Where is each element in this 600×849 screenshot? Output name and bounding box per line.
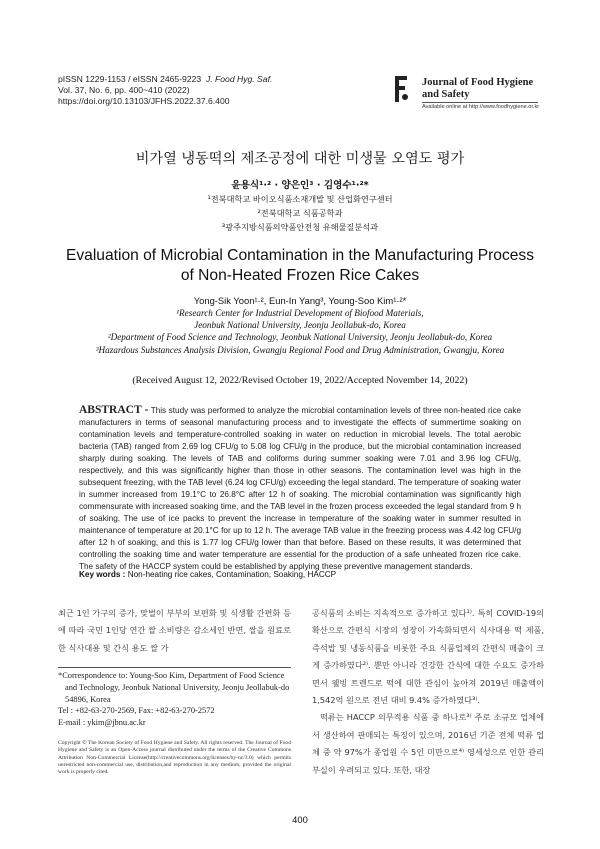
english-title-line1: Evaluation of Microbial Contamination in the Manufacturing Process bbox=[65, 247, 535, 264]
korean-title: 비가열 냉동떡의 제조공정에 대한 미생물 오염도 평가 bbox=[135, 151, 465, 167]
english-affiliation-1b: Jeonbuk National University, Jeonju Jeollabuk-do, Korea bbox=[194, 320, 406, 331]
body-right-paragraph-1: 공식품의 소비는 지속적으로 증가하고 있다¹⁾. 특히 COVID-19의 확산으로 간편식 시장의 성장이 가속화되면서 식사대용 떡 제품, 즉석밥 및 냉동식품을 비롯한 주요 식품업체의 간편식 매출이 크게 증가하였다²⁾. 뿐만 아니라 건강한 간식에 대한 수요도 증가하면서 웰빙 트렌드로 떡에 대한 관심이 높아져 2019년 매출액이 1,542억 원으로 전년 대비 9.4% 증가하였다³⁾. bbox=[312, 608, 544, 706]
received-dates: (Received August 12, 2022/Revised October 19, 2022/Accepted November 14, 2022) bbox=[132, 375, 468, 386]
correspondence-email[interactable]: E-mail : ykim@jbnu.ac.kr bbox=[58, 718, 146, 728]
correspondence bbox=[58, 670, 291, 729]
journal-header-info bbox=[58, 74, 272, 107]
issn: pISSN 1229-1153 / eISSN 2465-9223 bbox=[58, 74, 202, 84]
doi-link[interactable]: https://doi.org/10.13103/JFHS.2022.37.6.400 bbox=[58, 96, 230, 106]
journal-abbr: J. Food Hyg. Saf. bbox=[205, 74, 273, 84]
korean-affiliation-2: ²전북대학교 식품공학과 bbox=[257, 208, 343, 218]
journal-name-line1: Journal of Food Hygiene bbox=[422, 77, 534, 88]
english-title bbox=[0, 246, 600, 286]
keywords-text: Non-heating rice cakes, Contamination, Soaking, HACCP bbox=[125, 570, 337, 579]
keywords bbox=[79, 570, 336, 579]
footnote-divider bbox=[58, 667, 291, 668]
korean-affiliations bbox=[0, 192, 600, 234]
copyright-notice: Copyright © The Korean Society of Food Hygiene and Safety. All rights reserved. The Journal of Food Hygiene and Safety is an Open-Access journal distributed under the terms of the Creative Commons Attribution Non-Commercial License(http://creativecommons.org/licenses/by-nc/3.0) which permits unrestricted non-commercial use, distribution,and reproduction in any medium, provided the original work is properly cited. bbox=[58, 740, 291, 776]
abstract bbox=[79, 404, 521, 573]
korean-affiliation-1: ¹전북대학교 바이오식품소재개발 및 산업화연구센터 bbox=[207, 194, 393, 204]
english-affiliation-2: ²Department of Food Science and Technology, Jeonbuk National University, Jeonju Jeollabuk-do, Korea bbox=[107, 332, 493, 343]
correspondence-phone: Tel : +82-63-270-2569, Fax: +82-63-270-2572 bbox=[58, 706, 215, 716]
abstract-heading: ABSTRACT - bbox=[79, 404, 149, 416]
journal-divider bbox=[422, 102, 538, 103]
correspondence-address: *Correspondence to: Young-Soo Kim, Department of Food Science and Technology, Jeonbuk National University, Jeonju Jeollabuk-do 54896, Korea bbox=[58, 671, 290, 704]
body-right-paragraph-2: 떡류는 HACCP 의무적용 식품 중 하나로³⁾ 주로 소규모 업체에서 생산하여 판매되는 특징이 있으며, 2016년 기준 전체 떡류 업체 중 약 97%가 종업원 수 5인 미만으로⁴⁾ 영세성으로 인한 관리 부실이 우려되고 있다. 또한, 대장 bbox=[312, 712, 544, 775]
korean-affiliation-3: ³광주지방식품의약품안전청 유해물질분석과 bbox=[221, 222, 379, 232]
journal-url[interactable]: Available online at http://www.foodhygiene.or.kr bbox=[422, 104, 540, 110]
volume-info: Vol. 37, No. 6, pp. 400~410 (2022) bbox=[58, 85, 190, 95]
english-affiliations bbox=[0, 307, 600, 356]
keywords-label: Key words : bbox=[79, 570, 126, 579]
journal-logo-icon bbox=[392, 74, 410, 104]
english-title-line2: of Non-Heated Frozen Rice Cakes bbox=[180, 267, 420, 284]
english-authors: Yong-Sik Yoon¹·², Eun-In Yang³, Young-Soo Kim¹·²* bbox=[193, 295, 407, 306]
body-text-left: 최근 1인 가구의 증가, 맞벌이 부부의 보편화 및 식생활 간편화 등에 따라 국민 1인당 연간 쌀 소비량은 감소세인 반면, 쌀을 원료로 한 식사대용 및 간식 용도 쌀 가 bbox=[58, 608, 291, 653]
english-affiliation-3: ³Hazardous Substances Analysis Division, Gwangju Regional Food and Drug Administration, Gwangju, Korea bbox=[95, 344, 505, 355]
journal-name-line2: and Safety bbox=[422, 89, 470, 100]
journal-name bbox=[422, 77, 533, 101]
english-affiliation-1: ¹Research Center for Industrial Development of Biofood Materials, bbox=[176, 308, 424, 318]
abstract-text: This study was performed to analyze the microbial contamination levels of three non-heated rice cake manufacturers in terms of seasonal manufacturing process and to investigate the effects of summertime soaking on contamination levels and temperature-controlled soaking in water on reduction in microbial levels. The total aerobic bacteria (TAB) ranged from 2.69 log CFU/g to 5.08 log CFU/g in the produce, but the microbial contamination increased sharply during soaking. The levels of TAB and coliforms during summer soaking were 7.01 and 3.96 log CFU/g, respectively, and this was significantly higher than those in other seasons. The contamination level was high in the subsequent freezing, with the TAB level (6.24 log CFU/g) exceeding the legal standard. The temperature of soaking water in summer increased from 19.1°C to 26.8°C after 12 h of soaking. The microbial contamination was significantly high commensurate with increased soaking time, and the TAB level in the frozen process exceeded the legal standard from 9 h of soaking. The use of ice packs to prevent the increase in temperature of the soaking water in summer resulted in maintenance of temperature at 20.1°C for up to 12 h. The average TAB value in the freezing process was 4.42 log CFU/g after 12 h of soaking, and this is 1.77 log CFU/g lower than that before. Based on these results, it was determined that controlling the soaking time and water temperature are essential for the production of a safe unheated frozen rice cake. The safety of the HACCP system could be established by applying these preventive management standards. bbox=[79, 406, 521, 571]
korean-authors: 윤용식¹·² · 양은인³ · 김영수¹·²* bbox=[231, 180, 369, 191]
body-text-right bbox=[312, 605, 544, 779]
page-number: 400 bbox=[292, 814, 308, 825]
